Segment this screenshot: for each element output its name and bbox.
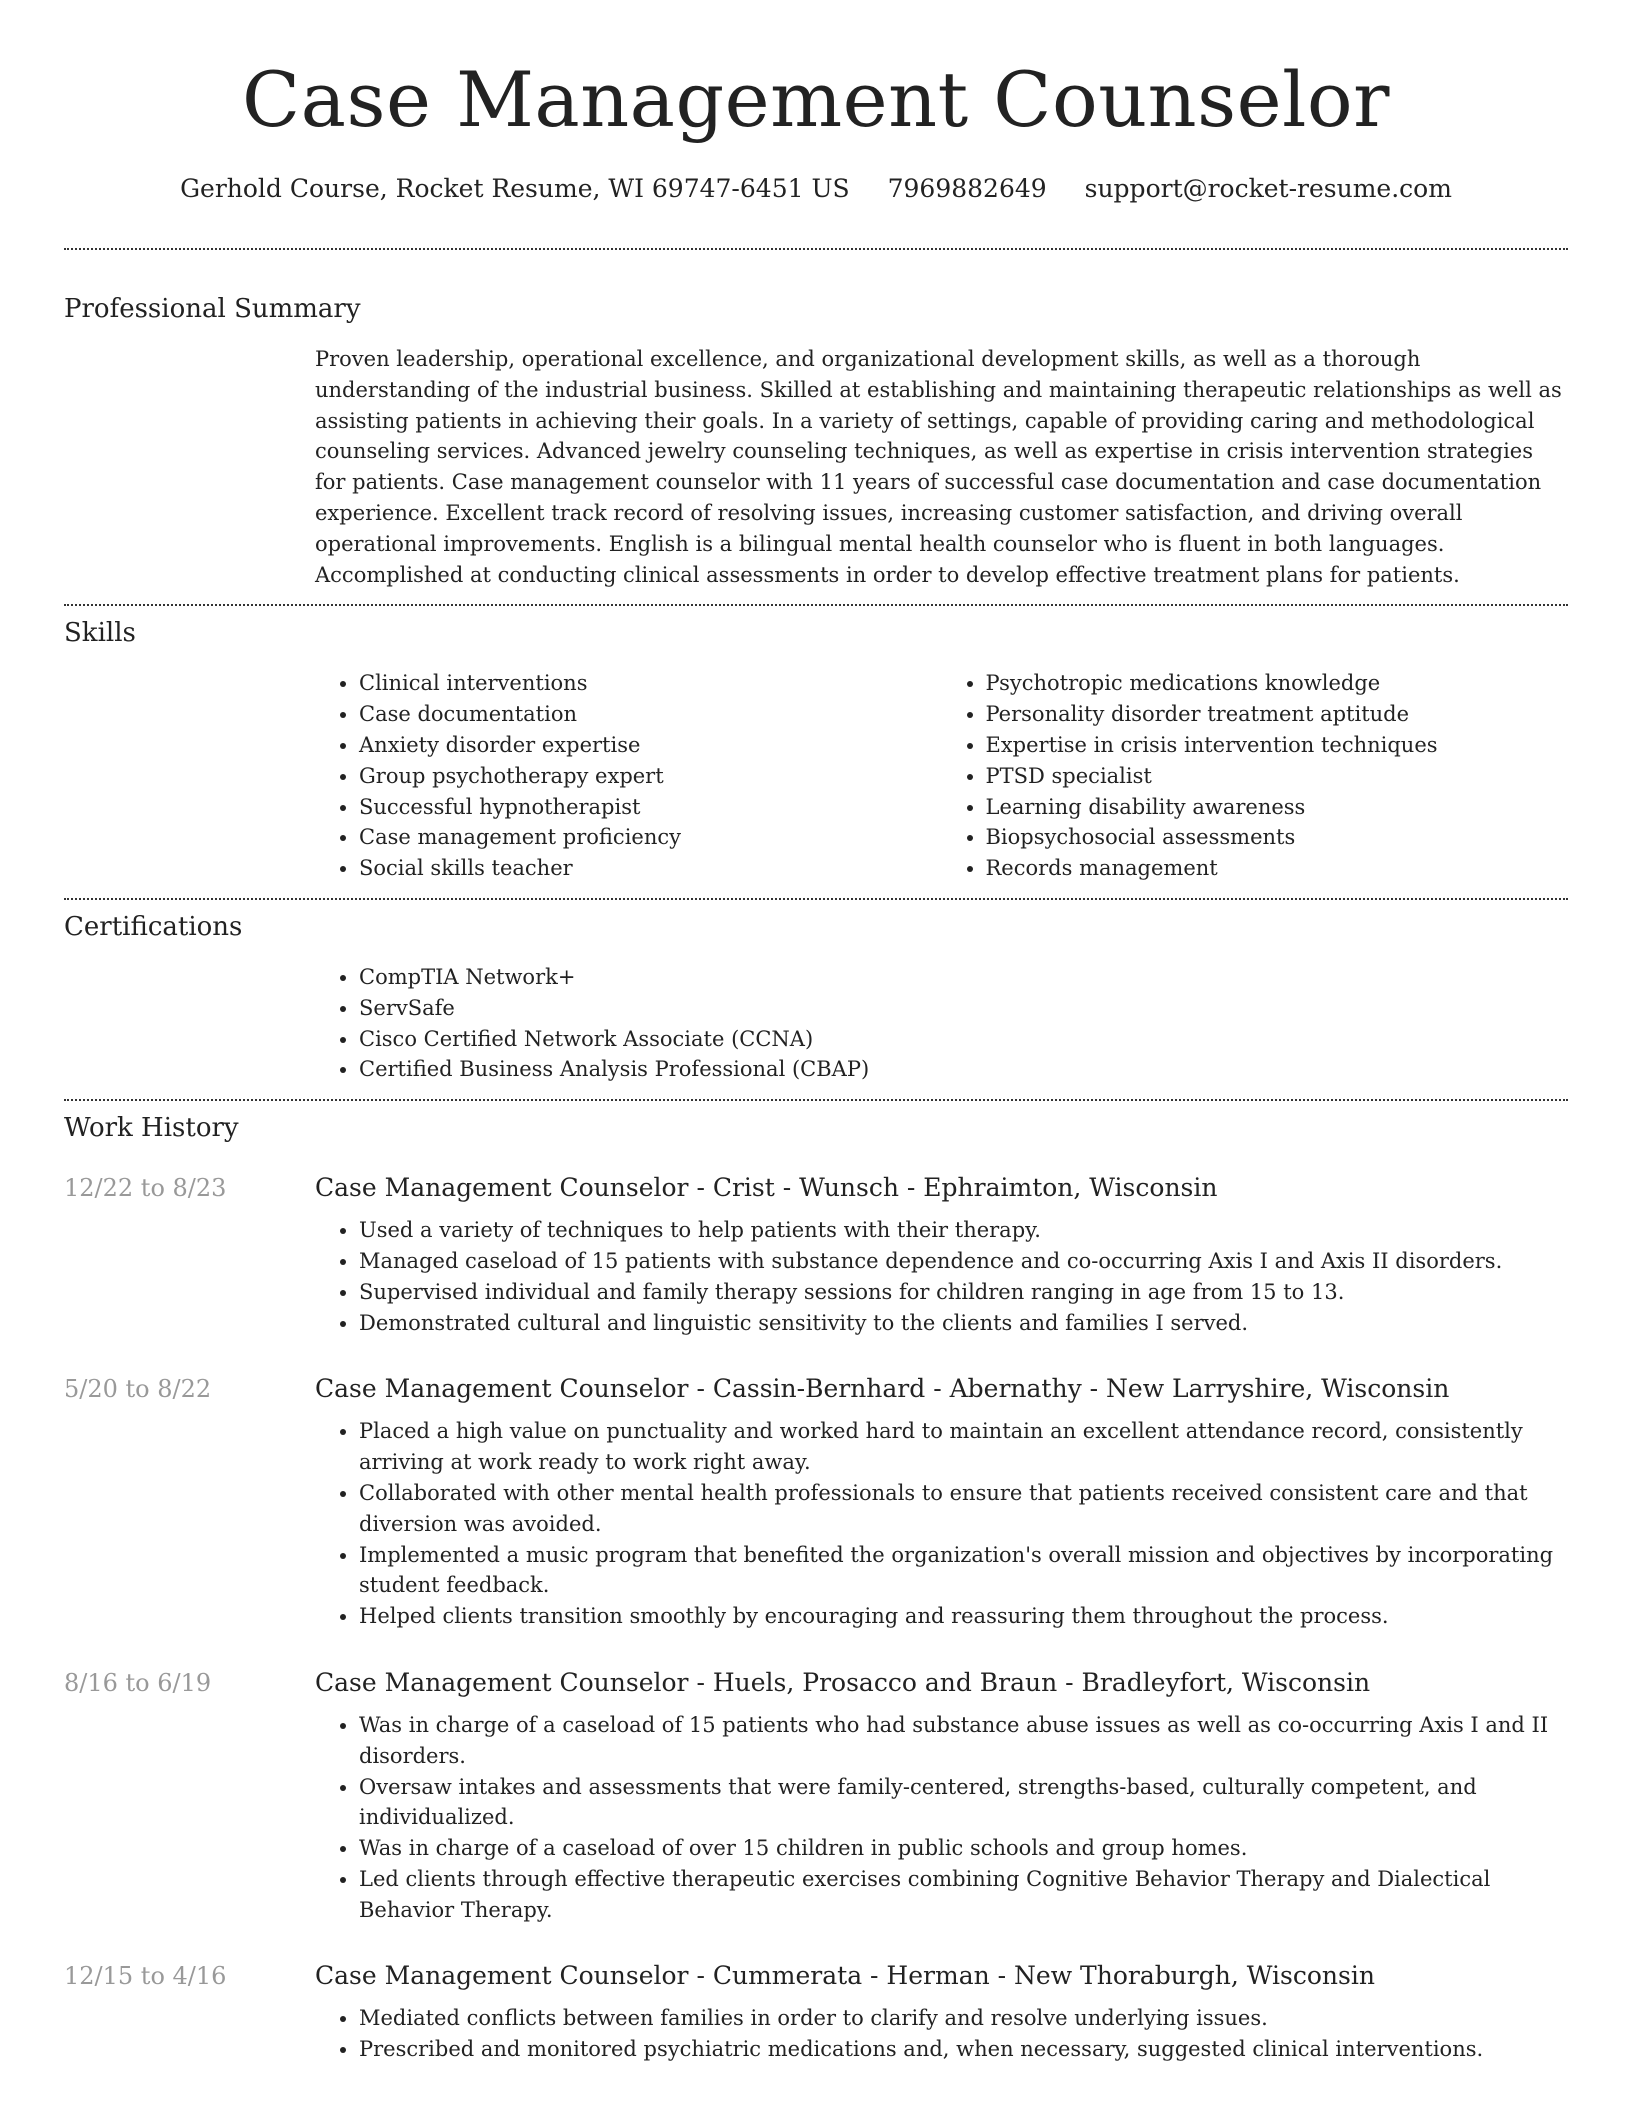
skills-list-left	[315, 668, 942, 884]
job-bullets	[315, 1215, 1568, 1338]
job-entry	[64, 1959, 1568, 2065]
certifications-list	[315, 962, 1568, 1085]
job-body	[315, 1171, 1568, 1338]
certification-item: • Certified Business Analysis Professional (CBAP)	[359, 1054, 1568, 1085]
skill-item: • Clinical interventions	[359, 668, 942, 699]
summary-content	[315, 344, 1568, 590]
contact-address: Gerhold Course, Rocket Resume, WI 69747-6451 US	[180, 174, 850, 203]
section-divider	[64, 898, 1568, 900]
skill-item: • Anxiety disorder expertise	[359, 730, 942, 761]
candidate-name: Case Management Counselor	[242, 55, 1390, 144]
certification-item: • CompTIA Network+	[359, 962, 1568, 993]
job-bullet: • Used a variety of techniques to help patients with their therapy.	[359, 1215, 1568, 1246]
job-bullet: • Prescribed and monitored psychiatric medications and, when necessary, suggested clinical interventions.	[359, 2034, 1568, 2065]
section-divider	[64, 248, 1568, 250]
skill-item: • Records management	[986, 853, 1569, 884]
professional-summary-section	[64, 292, 1568, 590]
skill-item: • Expertise in crisis intervention techniques	[986, 730, 1569, 761]
skill-item: • Psychotropic medications knowledge	[986, 668, 1569, 699]
work-history-section	[64, 1111, 1568, 2065]
job-entry	[64, 1372, 1568, 1632]
resume-page	[64, 0, 1568, 2065]
job-bullet: • Placed a high value on punctuality and worked hard to maintain an excellent attendance record, consistently arriving at work ready to work right away.	[359, 1416, 1568, 1478]
job-bullet: • Implemented a music program that benefited the organization's overall mission and objectives by incorporating student feedback.	[359, 1540, 1568, 1602]
skill-item: • Successful hypnotherapist	[359, 792, 942, 823]
skills-list-right	[942, 668, 1569, 884]
job-dates: 12/22 to 8/23	[64, 1174, 227, 1203]
job-bullet: • Oversaw intakes and assessments that were family-centered, strengths-based, culturally competent, and individualized.	[359, 1772, 1568, 1834]
section-divider	[64, 604, 1568, 606]
job-bullet: • Led clients through effective therapeutic exercises combining Cognitive Behavior Therapy and Dialectical Behavior Therapy.	[359, 1864, 1568, 1926]
job-bullet: • Mediated conflicts between families in order to clarify and resolve underlying issues.	[359, 2003, 1568, 2034]
skills-content	[315, 668, 1568, 884]
section-divider	[64, 1099, 1568, 1101]
job-bullet: • Demonstrated cultural and linguistic sensitivity to the clients and families I served.	[359, 1308, 1568, 1339]
skills-section	[64, 616, 1568, 884]
skill-item: • PTSD specialist	[986, 761, 1569, 792]
skill-item: • Learning disability awareness	[986, 792, 1569, 823]
job-title: Case Management Counselor - Crist - Wunsch - Ephraimton, Wisconsin	[315, 1173, 1218, 1203]
job-dates: 12/15 to 4/16	[64, 1962, 227, 1991]
job-body	[315, 1959, 1568, 2065]
skill-item: • Case management proficiency	[359, 822, 942, 853]
certifications-section	[64, 910, 1568, 1085]
job-bullet: • Supervised individual and family therapy sessions for children ranging in age from 15 to 13.	[359, 1277, 1568, 1308]
section-title-summary: Professional Summary	[64, 294, 361, 324]
job-body	[315, 1372, 1568, 1632]
contact-line	[64, 172, 1568, 206]
job-dates: 5/20 to 8/22	[64, 1375, 212, 1404]
contact-email: support@rocket-resume.com	[1084, 174, 1452, 203]
certification-item: • Cisco Certified Network Associate (CCNA)	[359, 1024, 1568, 1055]
job-dates: 8/16 to 6/19	[64, 1668, 212, 1697]
job-bullets	[315, 2003, 1568, 2065]
job-title: Case Management Counselor - Cummerata - Herman - New Thoraburgh, Wisconsin	[315, 1961, 1375, 1991]
job-bullet: • Was in charge of a caseload of over 15 children in public schools and group homes.	[359, 1833, 1568, 1864]
job-bullet: • Was in charge of a caseload of 15 patients who had substance abuse issues as well as co-occurring Axis I and II disorders.	[359, 1710, 1568, 1772]
job-entry	[64, 1171, 1568, 1338]
summary-text: Proven leadership, operational excellence, and organizational development skills, as well as a thorough understanding of the industrial business. Skilled at establishing and maintaining therapeutic relationships as well as assisting patients in achieving their goals. In a variety of settings, capable of providing caring and methodological counseling services. Advanced jewelry counseling techniques, as well as expertise in crisis intervention strategies for patients. Case management counselor with 11 years of successful case documentation and case documentation experience. Excellent track record of resolving issues, increasing customer satisfaction, and driving overall operational improvements. English is a bilingual mental health counselor who is fluent in both languages. Accomplished at conducting clinical assessments in order to develop effective treatment plans for patients.	[315, 347, 1562, 587]
section-title-skills: Skills	[64, 618, 136, 649]
job-title: Case Management Counselor - Cassin-Bernhard - Abernathy - New Larryshire, Wisconsin	[315, 1374, 1450, 1404]
job-bullets	[315, 1416, 1568, 1632]
job-bullet: • Managed caseload of 15 patients with substance dependence and co-occurring Axis I and Axis II disorders.	[359, 1246, 1568, 1277]
job-bullet: • Collaborated with other mental health professionals to ensure that patients received consistent care and that diversion was avoided.	[359, 1478, 1568, 1540]
skill-item: • Social skills teacher	[359, 853, 942, 884]
job-title: Case Management Counselor - Huels, Prosacco and Braun - Bradleyfort, Wisconsin	[315, 1667, 1371, 1697]
job-bullet: • Helped clients transition smoothly by encouraging and reassuring them throughout the process.	[359, 1601, 1568, 1632]
contact-phone: 7969882649	[887, 174, 1047, 203]
job-body	[315, 1666, 1568, 1926]
skill-item: • Case documentation	[359, 699, 942, 730]
certification-item: • ServSafe	[359, 993, 1568, 1024]
certifications-content	[315, 962, 1568, 1085]
skill-item: • Personality disorder treatment aptitude	[986, 699, 1569, 730]
skill-item: • Biopsychosocial assessments	[986, 822, 1569, 853]
job-bullets	[315, 1710, 1568, 1926]
section-title-work-history: Work History	[64, 1113, 239, 1144]
job-entry	[64, 1666, 1568, 1926]
section-title-certifications: Certifications	[64, 911, 243, 942]
skill-item: • Group psychotherapy expert	[359, 761, 942, 792]
